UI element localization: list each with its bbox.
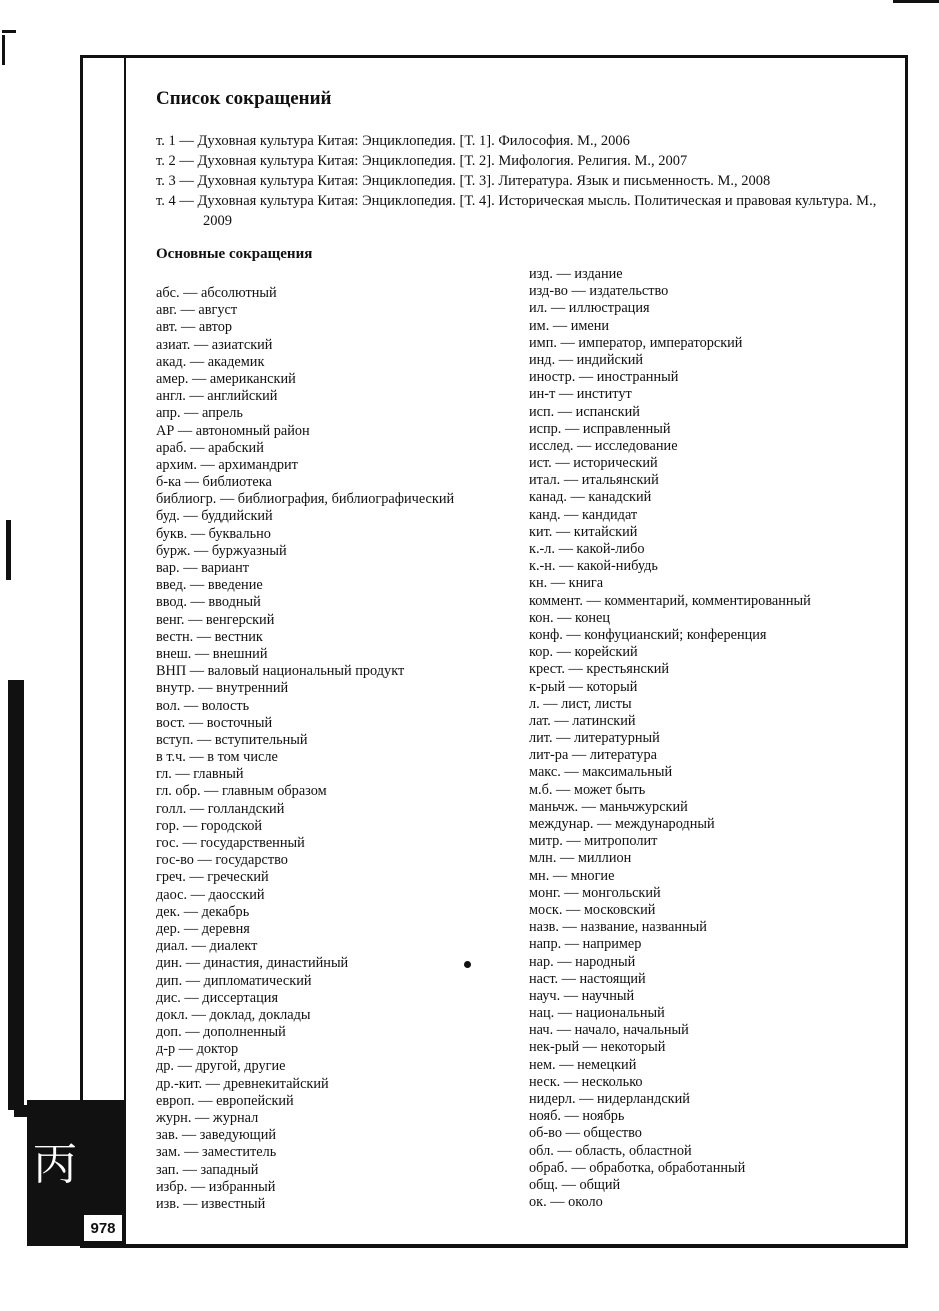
- abbreviation-entry: дер. — деревня: [156, 920, 250, 937]
- abbreviation-entry: нояб. — ноябрь: [529, 1108, 625, 1125]
- scan-edge-mark: [14, 1105, 27, 1117]
- abbreviation-entry: исслед. — исследование: [529, 437, 678, 454]
- abbreviation-entry: ил. — иллюстрация: [529, 300, 650, 317]
- abbreviation-entry: лит. — литературный: [529, 730, 660, 747]
- abbreviation-entry: кон. — конец: [529, 609, 611, 626]
- volume-entry: т. 2 — Духовная культура Китая: Энциклопедия. [Т. 2]. Мифология. Религия. М., 2007: [156, 153, 688, 169]
- scan-edge-mark: [8, 680, 24, 1110]
- abbreviation-entry: испр. — исправленный: [529, 420, 671, 437]
- abbreviation-entry: акад. — академик: [156, 353, 265, 370]
- abbreviation-entry: неск. — несколько: [529, 1073, 643, 1090]
- abbreviation-entry: моск. — московский: [529, 901, 656, 918]
- abbreviation-entry: букв. — буквально: [156, 525, 271, 542]
- abbreviation-entry: ин-т — институт: [529, 386, 632, 403]
- abbreviation-entry: изд. — издание: [529, 266, 623, 282]
- abbreviation-entry: англ. — английский: [156, 388, 278, 405]
- abbreviation-entry: зам. — заместитель: [156, 1144, 277, 1161]
- abbreviation-entry: нац. — национальный: [529, 1005, 665, 1022]
- abbreviation-entry: гос-во — государство: [156, 852, 288, 869]
- abbreviation-entry: дек. — декабрь: [156, 903, 250, 920]
- abbreviation-entry: митр. — митрополит: [529, 833, 658, 850]
- abbreviation-entry: даос. — даосский: [156, 886, 265, 903]
- abbreviation-entry: вост. — восточный: [156, 714, 273, 731]
- abbreviation-entry: нидерл. — нидерландский: [529, 1091, 690, 1107]
- abbreviation-entry: библиогр. — библиография, библиографический: [156, 491, 455, 508]
- page-title: Список сокращений: [156, 88, 332, 109]
- abbreviation-entry: гос. — государственный: [156, 835, 305, 851]
- scan-edge-mark: [2, 30, 16, 33]
- abbreviation-entry: докл. — доклад, доклады: [156, 1006, 311, 1023]
- abbreviation-entry: избр. — избранный: [156, 1178, 276, 1195]
- abbreviation-entry: зав. — заведующий: [156, 1127, 276, 1144]
- abbreviation-entry: имп. — император, императорский: [529, 334, 743, 351]
- volume-entry: т. 4 — Духовная культура Китая: Энциклопедия. [Т. 4]. Историческая мысль. Политическая и правовая культура. М., 2009: [156, 193, 877, 229]
- abbreviation-entry: европ. — европейский: [156, 1092, 294, 1109]
- abbreviation-entry: к.-л. — какой-либо: [529, 541, 645, 557]
- abbreviation-entry: нек-рый — некоторый: [529, 1039, 666, 1056]
- abbreviation-column-left: [156, 285, 454, 1213]
- abbreviation-entry: буд. — буддийский: [156, 508, 273, 525]
- abbreviation-entry: зап. — западный: [156, 1161, 259, 1178]
- page-number: 978: [83, 1214, 123, 1242]
- abbreviation-entry: вол. — волость: [156, 697, 250, 714]
- abbreviation-entry: авг. — август: [156, 302, 238, 319]
- abbreviation-entry: иностр. — иностранный: [529, 369, 679, 386]
- abbreviation-entry: конф. — конфуцианский; конференция: [529, 626, 767, 643]
- scan-edge-mark: [2, 35, 5, 65]
- abbreviation-entry: ввод. — вводный: [156, 594, 261, 611]
- abbreviation-entry: исп. — испанский: [529, 403, 640, 420]
- abbreviation-entry: др. — другой, другие: [156, 1058, 286, 1075]
- scan-speck: [464, 961, 471, 968]
- abbreviation-entry: напр. — например: [529, 936, 642, 953]
- abbreviation-entry: дин. — династия, династийный: [156, 955, 349, 972]
- abbreviation-column-right: [529, 266, 811, 1211]
- abbreviation-entry: им. — имени: [529, 317, 610, 334]
- abbreviation-entry: лат. — латинский: [529, 712, 636, 729]
- abbreviation-entry: авт. — автор: [156, 319, 233, 336]
- abbreviation-entry: нар. — народный: [529, 953, 636, 970]
- abbreviation-entry: мн. — многие: [529, 867, 615, 884]
- abbreviation-entry: инд. — индийский: [529, 351, 644, 368]
- abbreviation-entry: общ. — общий: [529, 1176, 621, 1193]
- abbreviation-entry: л. — лист, листы: [529, 695, 632, 712]
- volume-list: [156, 131, 886, 231]
- abbreviation-entry: венг. — венгерский: [156, 611, 275, 628]
- abbreviation-entry: гл. обр. — главным образом: [156, 783, 327, 800]
- abbreviation-entry: внеш. — внешний: [156, 645, 268, 662]
- abbreviation-entry: канад. — канадский: [529, 489, 652, 506]
- abbreviation-entry: кор. — корейский: [529, 644, 638, 661]
- abbreviation-entry: гл. — главный: [156, 766, 244, 783]
- abbreviation-entry: наст. — настоящий: [529, 970, 646, 987]
- abbreviation-entry: нач. — начало, начальный: [529, 1022, 689, 1039]
- abbreviation-entry: лит-ра — литература: [529, 747, 657, 764]
- abbreviation-entry: в т.ч. — в том числе: [156, 749, 278, 766]
- section-glyph-icon: 丙: [33, 1139, 77, 1190]
- abbreviation-entry: млн. — миллион: [529, 850, 632, 867]
- abbreviation-entry: вестн. — вестник: [156, 628, 263, 645]
- abbreviation-entry: вар. — вариант: [156, 560, 250, 576]
- abbreviation-entry: маньчж. — маньчжурский: [529, 798, 688, 815]
- abbreviation-entry: греч. — греческий: [156, 869, 269, 886]
- abbreviation-entry: обл. — область, областной: [529, 1142, 692, 1159]
- abbreviation-entry: дис. — диссертация: [156, 989, 279, 1006]
- abbreviation-entry: АР — автономный район: [156, 422, 310, 439]
- scan-edge-mark: [893, 0, 939, 3]
- abbreviation-entry: голл. — голландский: [156, 800, 285, 817]
- abbreviation-entry: внутр. — внутренний: [156, 680, 289, 697]
- abbreviation-entry: крест. — крестьянский: [529, 661, 670, 678]
- abbreviation-entry: кн. — книга: [529, 575, 604, 592]
- abbreviation-entry: науч. — научный: [529, 987, 635, 1004]
- scan-edge-mark: [6, 520, 11, 580]
- abbreviation-entry: б-ка — библиотека: [156, 474, 272, 491]
- abbreviation-entry: изв. — известный: [156, 1195, 266, 1212]
- volume-entry: т. 1 — Духовная культура Китая: Энциклопедия. [Т. 1]. Философия. М., 2006: [156, 133, 630, 149]
- abbreviation-entry: нем. — немецкий: [529, 1056, 637, 1073]
- abbreviation-entry: обраб. — обработка, обработанный: [529, 1159, 746, 1176]
- abbreviation-entry: м.б. — может быть: [529, 781, 646, 798]
- abbreviation-entry: макс. — максимальный: [529, 764, 673, 781]
- abbreviation-entry: к-рый — который: [529, 678, 638, 695]
- abbreviation-entry: введ. — введение: [156, 577, 263, 594]
- abbreviation-entry: бурж. — буржуазный: [156, 542, 287, 559]
- abbreviation-entry: ок. — около: [529, 1194, 603, 1211]
- abbreviation-entry: назв. — название, названный: [529, 919, 707, 936]
- abbreviation-entry: дип. — дипломатический: [156, 972, 312, 989]
- abbreviation-entry: др.-кит. — древнекитайский: [156, 1075, 329, 1092]
- abbreviation-entry: абс. — абсолютный: [156, 285, 277, 301]
- abbreviation-entry: кит. — китайский: [529, 523, 638, 540]
- abbreviation-entry: гор. — городской: [156, 817, 263, 834]
- abbreviation-entry: канд. — кандидат: [529, 506, 638, 523]
- abbreviation-entry: изд-во — издательство: [529, 283, 669, 300]
- abbreviation-entry: итал. — итальянский: [529, 472, 659, 489]
- abbreviation-entry: вступ. — вступительный: [156, 731, 308, 748]
- abbreviation-entry: об-во — общество: [529, 1125, 642, 1142]
- abbreviation-entry: архим. — архимандрит: [156, 456, 298, 473]
- abbreviation-entry: доп. — дополненный: [156, 1024, 286, 1041]
- bottom-rule: [80, 1244, 908, 1248]
- abbreviation-entry: диал. — диалект: [156, 938, 258, 955]
- margin-rule: [124, 58, 126, 1244]
- abbreviation-entry: апр. — апрель: [156, 405, 243, 422]
- abbreviation-entry: журн. — журнал: [156, 1110, 259, 1126]
- abbreviation-entry: к.-н. — какой-нибудь: [529, 558, 658, 575]
- abbreviation-entry: междунар. — международный: [529, 816, 715, 832]
- volume-entry: т. 3 — Духовная культура Китая: Энциклопедия. [Т. 3]. Литература. Язык и письменность. М., 2008: [156, 173, 771, 189]
- abbreviation-entry: монг. — монгольский: [529, 884, 661, 901]
- abbreviation-entry: амер. — американский: [156, 370, 296, 387]
- abbreviation-entry: ВНП — валовый национальный продукт: [156, 663, 405, 680]
- abbreviation-entry: коммент. — комментарий, комментированный: [529, 592, 811, 609]
- abbreviation-entry: ист. — исторический: [529, 455, 658, 472]
- abbreviation-entry: азиат. — азиатский: [156, 336, 273, 353]
- abbreviation-entry: д-р — доктор: [156, 1041, 239, 1058]
- section-heading: Основные сокращения: [156, 246, 313, 262]
- abbreviation-entry: араб. — арабский: [156, 439, 264, 456]
